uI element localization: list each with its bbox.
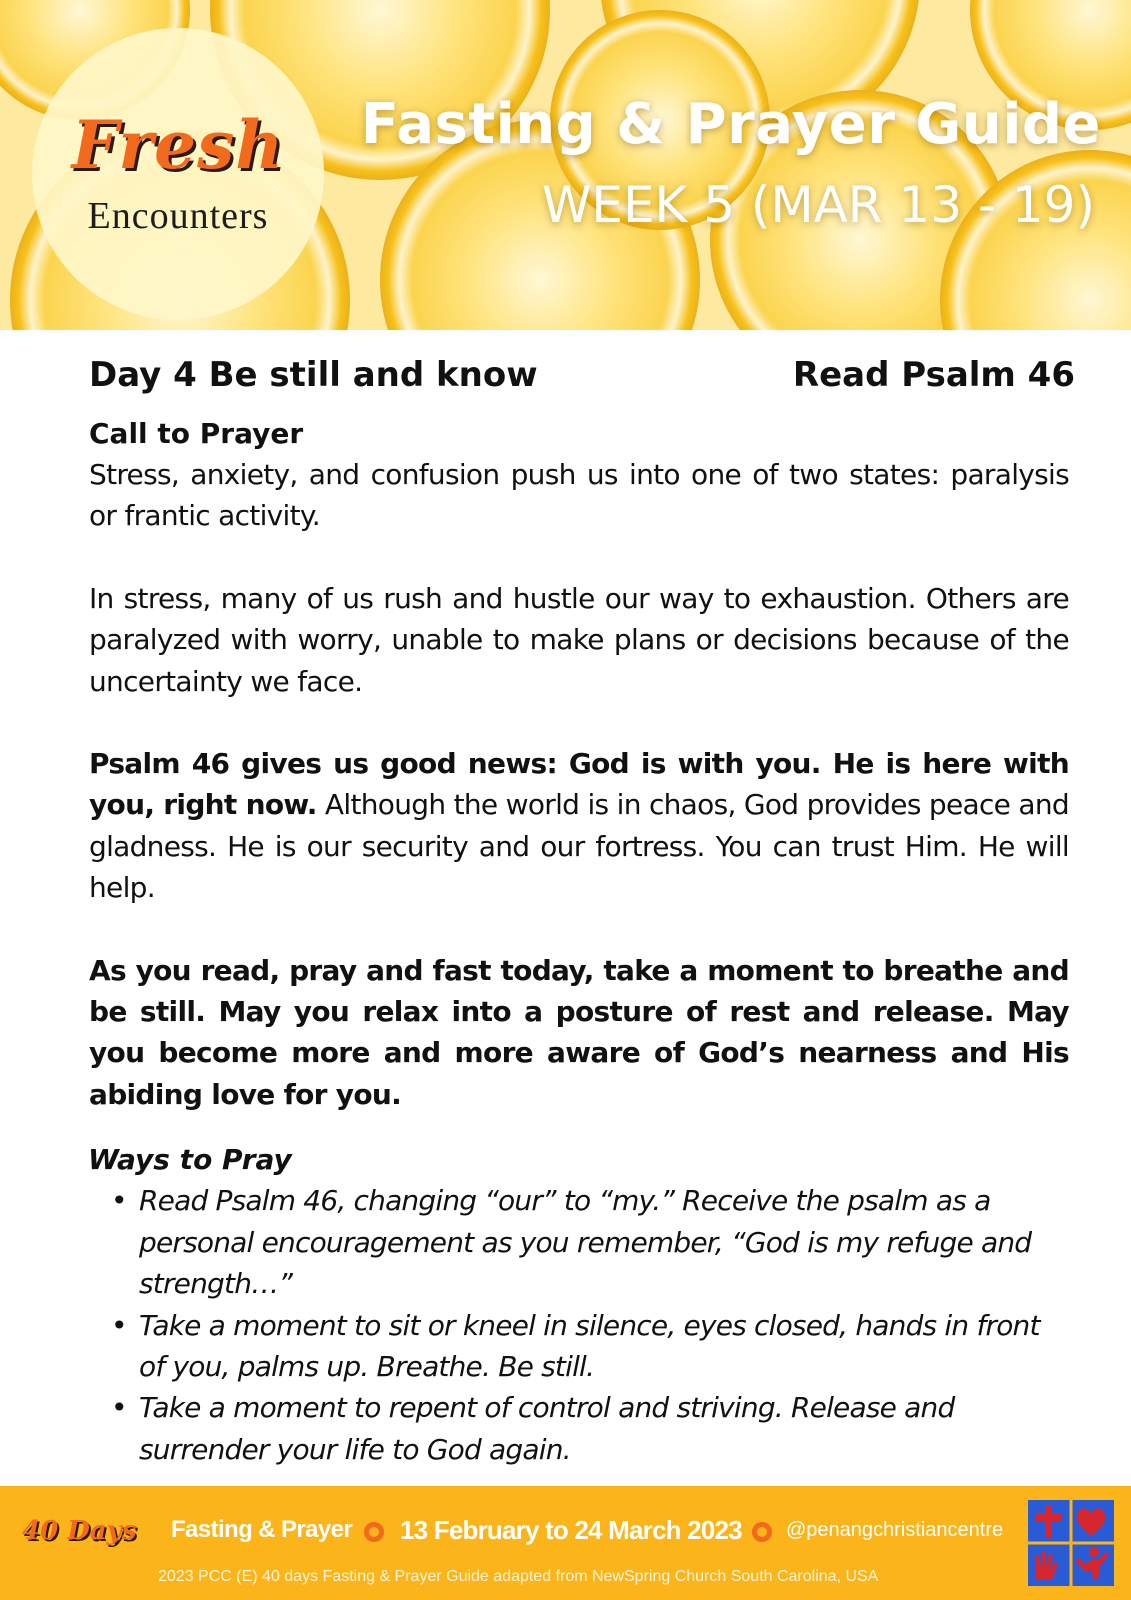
paragraph-3 (89, 743, 1069, 909)
list-item (111, 1387, 1069, 1470)
guide-title: Fasting & Prayer Guide (360, 92, 1101, 157)
list-item-text: Read Psalm 46, changing “our” to “my.” Receive the psalm as a personal encouragement as you remember, “God is my refuge and strength…” (139, 1184, 1032, 1301)
paragraph-4 (89, 950, 1069, 1116)
day-title: Day 4 Be still and know (89, 355, 538, 395)
ways-to-pray-list (111, 1180, 1069, 1470)
call-to-prayer-section (89, 413, 1069, 1115)
footer-credit: 2023 PCC (E) 40 days Fasting & Prayer Guide adapted from NewSpring Church South Carolina, USA (158, 1568, 879, 1585)
scripture-reference: Read Psalm 46 (792, 355, 1075, 395)
campaign-dates: 13 February to 24 March 2023 (400, 1515, 742, 1545)
day-header (89, 355, 1075, 395)
ways-to-pray-section (89, 1139, 1069, 1470)
list-item-text: Take a moment to repent of control and striving. Release and surrender your life to God again. (139, 1391, 955, 1466)
ring-dot-icon (364, 1522, 384, 1542)
bullet-icon: • (111, 1308, 127, 1342)
devotional-content (88, 355, 1075, 1470)
list-item (111, 1305, 1069, 1388)
logo-encounters-text: Encounters (87, 195, 269, 237)
bullet-icon: • (111, 1184, 127, 1218)
fresh-encounters-logo (32, 28, 324, 320)
footer-bar (0, 1486, 1131, 1600)
fasting-prayer-label: Fasting & Prayer (171, 1516, 353, 1543)
paragraph-3-bold: Psalm 46 gives us good news: God is with you. He is here with you, right now. (89, 747, 1069, 822)
call-to-prayer-heading: Call to Prayer (89, 417, 304, 450)
list-item-text: Take a moment to sit or kneel in silence, eyes closed, hands in front of you, palms up. Breathe. Be still. (139, 1308, 1040, 1383)
paragraph-3-rest: Although the world is in chaos, God provides peace and gladness. He is our security and our fortress. You can trust Him. He will help. (89, 788, 1069, 905)
ring-dot-icon (752, 1522, 772, 1542)
logo-fresh-text: Fresh (71, 106, 285, 184)
week-subtitle: WEEK 5 (MAR 13 - 19) (541, 176, 1095, 234)
social-handle: @penangchristiancentre (786, 1519, 1004, 1541)
ways-to-pray-heading: Ways to Pray (88, 1143, 292, 1177)
list-item (111, 1180, 1069, 1304)
paragraph-1: Stress, anxiety, and confusion push us into one of two states: paralysis or frantic activity. (89, 458, 1069, 533)
paragraph-4-bold: As you read, pray and fast today, take a moment to breathe and be still. May you relax into a posture of rest and release. May you become more and more aware of God’s nearness and His abiding love for you. (89, 953, 1069, 1111)
paragraph-2: In stress, many of us rush and hustle our way to exhaustion. Others are paralyzed with worry, unable to make plans or decisions because of the uncertainty we face. (89, 581, 1069, 698)
header-banner (0, 0, 1131, 330)
forty-days-label: 40 Days (22, 1516, 137, 1546)
church-logo-icon (1028, 1500, 1114, 1586)
bullet-icon: • (111, 1391, 127, 1425)
